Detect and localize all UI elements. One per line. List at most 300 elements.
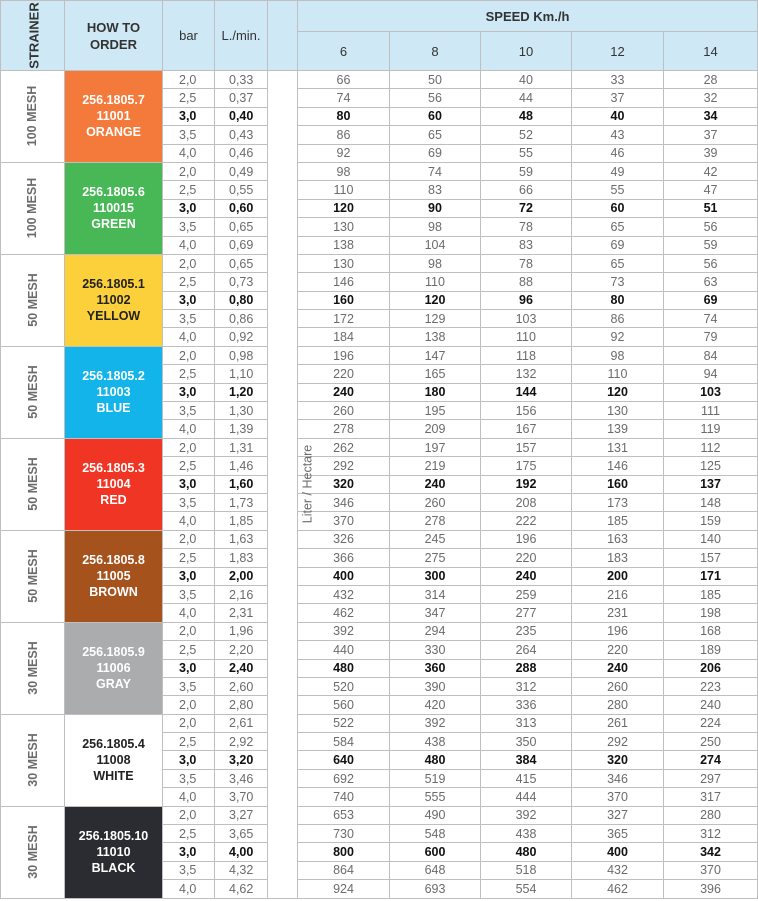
rate-14-cell: 39	[664, 144, 758, 162]
bar-cell: 3,0	[163, 199, 215, 217]
rate-14-cell: 224	[664, 714, 758, 732]
nozzle-model: 11001	[96, 109, 131, 124]
rate-12-cell: 73	[572, 273, 664, 291]
rate-8-cell: 347	[390, 604, 481, 622]
rate-6-cell: 432	[298, 585, 390, 603]
rate-8-cell: 195	[390, 402, 481, 420]
bar-cell: 3,5	[163, 585, 215, 603]
order-code: 256.1805.6	[82, 185, 145, 200]
rate-12-cell: 46	[572, 144, 664, 162]
rate-10-cell: 192	[481, 475, 572, 493]
rate-6-cell: 653	[298, 806, 390, 824]
strainer-cell	[1, 162, 65, 254]
rate-12-cell: 196	[572, 622, 664, 640]
speed-12-header: 12	[572, 32, 664, 71]
flow-cell: 2,80	[215, 696, 268, 714]
flow-cell: 0,46	[215, 144, 268, 162]
bar-cell: 2,5	[163, 181, 215, 199]
unit-label: Liter / Hectare	[300, 445, 315, 524]
order-cell	[65, 162, 163, 254]
order-cell	[65, 714, 163, 806]
rate-6-cell: 520	[298, 677, 390, 695]
rate-8-cell: 490	[390, 806, 481, 824]
rate-10-cell: 438	[481, 825, 572, 843]
rate-8-cell: 245	[390, 530, 481, 548]
rate-14-cell: 148	[664, 493, 758, 511]
rate-10-cell: 384	[481, 751, 572, 769]
flow-cell: 0,33	[215, 71, 268, 89]
rate-12-cell: 146	[572, 457, 664, 475]
bar-cell: 2,5	[163, 733, 215, 751]
rate-8-cell: 275	[390, 549, 481, 567]
rate-6-cell: 400	[298, 567, 390, 585]
bar-cell: 4,0	[163, 420, 215, 438]
rate-12-cell: 346	[572, 769, 664, 787]
rate-14-cell: 370	[664, 861, 758, 879]
nozzle-color-name: RED	[100, 493, 127, 508]
bar-cell: 3,0	[163, 383, 215, 401]
rate-14-cell: 189	[664, 641, 758, 659]
rate-12-cell: 173	[572, 493, 664, 511]
strainer-label: 100 MESH	[25, 86, 40, 147]
strainer-header	[1, 1, 65, 71]
rate-14-cell: 94	[664, 365, 758, 383]
bar-cell: 2,5	[163, 365, 215, 383]
bar-cell: 2,0	[163, 438, 215, 456]
rate-12-cell: 130	[572, 402, 664, 420]
rate-14-cell: 317	[664, 788, 758, 806]
rate-12-cell: 240	[572, 659, 664, 677]
rate-8-cell: 165	[390, 365, 481, 383]
rate-14-cell: 250	[664, 733, 758, 751]
bar-cell: 3,5	[163, 218, 215, 236]
rate-10-cell: 480	[481, 843, 572, 861]
rate-10-cell: 44	[481, 89, 572, 107]
rate-6-cell: 260	[298, 402, 390, 420]
flow-cell: 0,80	[215, 291, 268, 309]
flow-cell: 3,27	[215, 806, 268, 824]
table-row	[1, 530, 758, 548]
rate-6-cell: 138	[298, 236, 390, 254]
strainer-label: 50 MESH	[25, 549, 40, 603]
flow-cell: 0,60	[215, 199, 268, 217]
rate-12-cell: 43	[572, 126, 664, 144]
rate-14-cell: 32	[664, 89, 758, 107]
rate-14-cell: 51	[664, 199, 758, 217]
strainer-cell	[1, 254, 65, 346]
rate-10-cell: 78	[481, 218, 572, 236]
rate-10-cell: 350	[481, 733, 572, 751]
rate-14-cell: 396	[664, 880, 758, 898]
bar-cell: 2,5	[163, 273, 215, 291]
bar-cell: 4,0	[163, 236, 215, 254]
bar-cell: 2,0	[163, 622, 215, 640]
order-cell	[65, 254, 163, 346]
rate-10-cell: 518	[481, 861, 572, 879]
rate-10-cell: 220	[481, 549, 572, 567]
rate-10-cell: 208	[481, 493, 572, 511]
flow-cell: 0,65	[215, 254, 268, 272]
rate-14-cell: 171	[664, 567, 758, 585]
rate-14-cell: 69	[664, 291, 758, 309]
nozzle-model: 11008	[96, 753, 131, 768]
bar-cell: 3,0	[163, 751, 215, 769]
nozzle-model: 11005	[96, 569, 131, 584]
rate-12-cell: 65	[572, 218, 664, 236]
rate-12-cell: 183	[572, 549, 664, 567]
rate-10-cell: 415	[481, 769, 572, 787]
nozzle-model: 11010	[96, 845, 131, 860]
bar-cell: 2,0	[163, 714, 215, 732]
rate-8-cell: 314	[390, 585, 481, 603]
rate-12-cell: 49	[572, 162, 664, 180]
speed-8-header: 8	[390, 32, 481, 71]
rate-14-cell: 47	[664, 181, 758, 199]
flow-cell: 0,49	[215, 162, 268, 180]
rate-8-cell: 360	[390, 659, 481, 677]
order-cell	[65, 622, 163, 714]
rate-10-cell: 40	[481, 71, 572, 89]
bar-cell: 2,0	[163, 71, 215, 89]
rate-6-cell: 640	[298, 751, 390, 769]
rate-8-cell: 240	[390, 475, 481, 493]
flow-cell: 3,65	[215, 825, 268, 843]
bar-cell: 3,0	[163, 567, 215, 585]
rate-8-cell: 519	[390, 769, 481, 787]
rate-10-cell: 175	[481, 457, 572, 475]
flow-cell: 2,92	[215, 733, 268, 751]
rate-6-cell: 262	[298, 438, 390, 456]
rate-8-cell: 260	[390, 493, 481, 511]
rate-8-cell: 438	[390, 733, 481, 751]
rate-14-cell: 42	[664, 162, 758, 180]
rate-14-cell: 111	[664, 402, 758, 420]
rate-14-cell: 206	[664, 659, 758, 677]
rate-6-cell: 120	[298, 199, 390, 217]
rate-8-cell: 548	[390, 825, 481, 843]
rate-8-cell: 294	[390, 622, 481, 640]
nozzle-color-name: GRAY	[96, 677, 131, 692]
flow-cell: 0,65	[215, 218, 268, 236]
flow-cell: 2,60	[215, 677, 268, 695]
strainer-cell	[1, 714, 65, 806]
rate-6-cell: 196	[298, 346, 390, 364]
nozzle-color-name: YELLOW	[86, 309, 141, 324]
strainer-cell	[1, 530, 65, 622]
rate-12-cell: 98	[572, 346, 664, 364]
rate-14-cell: 112	[664, 438, 758, 456]
speed-header: SPEED Km./h	[298, 1, 758, 32]
rate-12-cell: 261	[572, 714, 664, 732]
rate-6-cell: 800	[298, 843, 390, 861]
rate-12-cell: 60	[572, 199, 664, 217]
nozzle-color-name: ORANGE	[86, 125, 141, 140]
rate-8-cell: 555	[390, 788, 481, 806]
flow-cell: 1,20	[215, 383, 268, 401]
flow-cell: 2,61	[215, 714, 268, 732]
rate-8-cell: 392	[390, 714, 481, 732]
bar-cell: 2,0	[163, 806, 215, 824]
rate-14-cell: 223	[664, 677, 758, 695]
rate-14-cell: 274	[664, 751, 758, 769]
rate-8-cell: 98	[390, 254, 481, 272]
rate-12-cell: 40	[572, 107, 664, 125]
strainer-cell	[1, 71, 65, 163]
flow-cell: 2,20	[215, 641, 268, 659]
rate-8-cell: 138	[390, 328, 481, 346]
bar-cell: 3,5	[163, 310, 215, 328]
rate-10-cell: 240	[481, 567, 572, 585]
order-cell	[65, 806, 163, 898]
rate-8-cell: 90	[390, 199, 481, 217]
rate-6-cell: 730	[298, 825, 390, 843]
rate-8-cell: 600	[390, 843, 481, 861]
bar-cell: 4,0	[163, 788, 215, 806]
flow-cell: 1,85	[215, 512, 268, 530]
flow-cell: 1,39	[215, 420, 268, 438]
table-row	[1, 806, 758, 824]
bar-cell: 2,0	[163, 346, 215, 364]
speed-6-header: 6	[298, 32, 390, 71]
flow-cell: 1,60	[215, 475, 268, 493]
bar-cell: 3,0	[163, 291, 215, 309]
rate-6-cell: 172	[298, 310, 390, 328]
rate-6-cell: 346	[298, 493, 390, 511]
rate-6-cell: 462	[298, 604, 390, 622]
rate-8-cell: 104	[390, 236, 481, 254]
rate-10-cell: 554	[481, 880, 572, 898]
bar-cell: 3,0	[163, 107, 215, 125]
strainer-cell	[1, 346, 65, 438]
bar-cell: 2,0	[163, 530, 215, 548]
bar-cell: 4,0	[163, 328, 215, 346]
rate-12-cell: 55	[572, 181, 664, 199]
nozzle-color-name: BROWN	[89, 585, 138, 600]
flow-cell: 3,20	[215, 751, 268, 769]
rate-14-cell: 198	[664, 604, 758, 622]
nozzle-model: 11006	[96, 661, 131, 676]
nozzle-color-name: GREEN	[91, 217, 136, 232]
rate-12-cell: 292	[572, 733, 664, 751]
flow-header: L./min.	[215, 1, 268, 71]
rate-6-cell: 92	[298, 144, 390, 162]
rate-12-cell: 370	[572, 788, 664, 806]
rate-12-cell: 400	[572, 843, 664, 861]
rate-10-cell: 66	[481, 181, 572, 199]
flow-cell: 1,30	[215, 402, 268, 420]
rate-10-cell: 444	[481, 788, 572, 806]
rate-14-cell: 342	[664, 843, 758, 861]
rate-8-cell: 693	[390, 880, 481, 898]
rate-12-cell: 432	[572, 861, 664, 879]
table-row	[1, 162, 758, 180]
rate-14-cell: 185	[664, 585, 758, 603]
table-row	[1, 254, 758, 272]
bar-cell: 4,0	[163, 512, 215, 530]
rate-6-cell: 392	[298, 622, 390, 640]
bar-cell: 4,0	[163, 880, 215, 898]
rate-12-cell: 139	[572, 420, 664, 438]
rate-12-cell: 200	[572, 567, 664, 585]
rate-8-cell: 110	[390, 273, 481, 291]
flow-cell: 1,31	[215, 438, 268, 456]
rate-10-cell: 222	[481, 512, 572, 530]
rate-12-cell: 65	[572, 254, 664, 272]
rate-12-cell: 280	[572, 696, 664, 714]
strainer-label: 30 MESH	[25, 825, 40, 879]
rate-10-cell: 48	[481, 107, 572, 125]
rate-6-cell: 740	[298, 788, 390, 806]
rate-6-cell: 98	[298, 162, 390, 180]
bar-cell: 2,0	[163, 696, 215, 714]
nozzle-model: 11002	[96, 293, 131, 308]
rate-14-cell: 157	[664, 549, 758, 567]
rate-8-cell: 420	[390, 696, 481, 714]
flow-cell: 0,40	[215, 107, 268, 125]
rate-6-cell: 184	[298, 328, 390, 346]
rate-8-cell: 120	[390, 291, 481, 309]
rate-12-cell: 462	[572, 880, 664, 898]
rate-12-cell: 320	[572, 751, 664, 769]
flow-cell: 0,69	[215, 236, 268, 254]
rate-14-cell: 297	[664, 769, 758, 787]
rate-12-cell: 92	[572, 328, 664, 346]
flow-cell: 1,83	[215, 549, 268, 567]
rate-14-cell: 74	[664, 310, 758, 328]
rate-12-cell: 69	[572, 236, 664, 254]
rate-10-cell: 336	[481, 696, 572, 714]
rate-12-cell: 86	[572, 310, 664, 328]
rate-10-cell: 83	[481, 236, 572, 254]
bar-cell: 3,0	[163, 475, 215, 493]
rate-10-cell: 313	[481, 714, 572, 732]
rate-6-cell: 86	[298, 126, 390, 144]
flow-cell: 1,63	[215, 530, 268, 548]
bar-cell: 3,5	[163, 769, 215, 787]
strainer-label: 50 MESH	[25, 273, 40, 328]
strainer-cell	[1, 438, 65, 530]
strainer-label: 30 MESH	[25, 733, 40, 787]
order-code: 256.1805.4	[82, 737, 145, 752]
rate-10-cell: 55	[481, 144, 572, 162]
unit-cell	[268, 71, 315, 899]
strainer-label: 50 MESH	[25, 457, 40, 512]
rate-6-cell: 160	[298, 291, 390, 309]
flow-cell: 2,16	[215, 585, 268, 603]
rate-14-cell: 312	[664, 825, 758, 843]
order-code: 256.1805.8	[82, 553, 145, 568]
rate-6-cell: 74	[298, 89, 390, 107]
rate-10-cell: 288	[481, 659, 572, 677]
nozzle-model: 11004	[96, 477, 131, 492]
rate-14-cell: 240	[664, 696, 758, 714]
rate-14-cell: 84	[664, 346, 758, 364]
strainer-header-label: STRAINER	[26, 2, 42, 69]
rate-14-cell: 34	[664, 107, 758, 125]
rate-14-cell: 79	[664, 328, 758, 346]
rate-8-cell: 209	[390, 420, 481, 438]
strainer-label: 50 MESH	[25, 365, 40, 420]
bar-cell: 3,0	[163, 843, 215, 861]
flow-cell: 0,73	[215, 273, 268, 291]
flow-cell: 1,46	[215, 457, 268, 475]
rate-8-cell: 147	[390, 346, 481, 364]
rate-10-cell: 196	[481, 530, 572, 548]
rate-8-cell: 330	[390, 641, 481, 659]
rate-8-cell: 197	[390, 438, 481, 456]
rate-12-cell: 110	[572, 365, 664, 383]
bar-cell: 2,5	[163, 825, 215, 843]
rate-10-cell: 78	[481, 254, 572, 272]
order-code: 256.1805.2	[82, 369, 145, 384]
flow-cell: 0,86	[215, 310, 268, 328]
rate-8-cell: 60	[390, 107, 481, 125]
how-to-order-header: HOW TO ORDER	[65, 1, 163, 71]
rate-8-cell: 98	[390, 218, 481, 236]
rate-6-cell: 320	[298, 475, 390, 493]
flow-cell: 4,32	[215, 861, 268, 879]
rate-8-cell: 180	[390, 383, 481, 401]
rate-8-cell: 480	[390, 751, 481, 769]
rate-14-cell: 125	[664, 457, 758, 475]
bar-cell: 3,5	[163, 402, 215, 420]
rate-6-cell: 440	[298, 641, 390, 659]
bar-cell: 4,0	[163, 144, 215, 162]
rate-8-cell: 50	[390, 71, 481, 89]
nozzle-model: 11003	[96, 385, 131, 400]
flow-cell: 2,00	[215, 567, 268, 585]
strainer-cell	[1, 622, 65, 714]
rate-10-cell: 88	[481, 273, 572, 291]
rate-6-cell: 522	[298, 714, 390, 732]
rate-8-cell: 56	[390, 89, 481, 107]
bar-cell: 3,0	[163, 659, 215, 677]
rate-6-cell: 66	[298, 71, 390, 89]
rate-6-cell: 130	[298, 254, 390, 272]
flow-cell: 3,70	[215, 788, 268, 806]
rate-10-cell: 312	[481, 677, 572, 695]
order-code: 256.1805.3	[82, 461, 145, 476]
rate-10-cell: 259	[481, 585, 572, 603]
flow-cell: 3,46	[215, 769, 268, 787]
rate-6-cell: 292	[298, 457, 390, 475]
rate-10-cell: 277	[481, 604, 572, 622]
rate-12-cell: 131	[572, 438, 664, 456]
rate-10-cell: 156	[481, 402, 572, 420]
bar-cell: 2,5	[163, 641, 215, 659]
rate-8-cell: 219	[390, 457, 481, 475]
rate-14-cell: 159	[664, 512, 758, 530]
rate-12-cell: 216	[572, 585, 664, 603]
bar-cell: 3,5	[163, 677, 215, 695]
rate-10-cell: 157	[481, 438, 572, 456]
bar-header: bar	[163, 1, 215, 71]
order-cell	[65, 346, 163, 438]
flow-cell: 1,73	[215, 493, 268, 511]
order-cell	[65, 71, 163, 163]
unit-header-blank	[268, 1, 298, 71]
rate-10-cell: 132	[481, 365, 572, 383]
flow-cell: 0,43	[215, 126, 268, 144]
rate-12-cell: 260	[572, 677, 664, 695]
bar-cell: 3,5	[163, 126, 215, 144]
order-code: 256.1805.10	[78, 829, 149, 844]
rate-6-cell: 366	[298, 549, 390, 567]
rate-8-cell: 65	[390, 126, 481, 144]
rate-14-cell: 56	[664, 218, 758, 236]
rate-8-cell: 129	[390, 310, 481, 328]
rate-14-cell: 59	[664, 236, 758, 254]
